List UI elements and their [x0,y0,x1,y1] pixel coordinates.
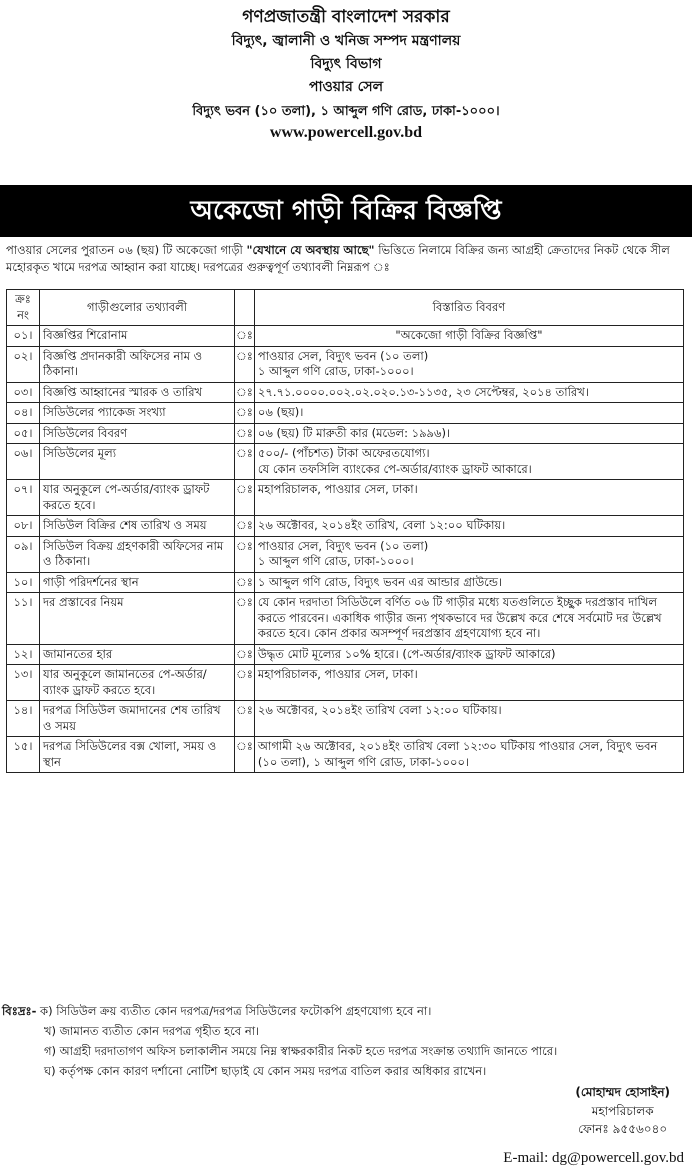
row-detail: আগামী ২৬ অক্টোবর, ২০১৪ইং তারিখ বেলা ১২:৩০ ঘটিকায় পাওয়ার সেল, বিদ্যুৎ ভবন (১০ তলা), ১ আব্দুল গণি রোড, ঢাকা-১০০০। [254,737,683,773]
row-detail: উদ্ধৃত মোট মূল্যের ১০% হারে। (পে-অর্ডার/ব্যাংক ড্রাফট আকারে) [254,644,683,665]
row-detail: মহাপরিচালক, পাওয়ার সেল, ঢাকা। [254,665,683,701]
row-item: দরপত্র সিডিউল জমাদানের শেষ তারিখ ও সময় [40,701,235,737]
row-serial: ০৯। [7,536,40,572]
row-serial: ১২। [7,644,40,665]
notes-label: বিঃদ্রঃ- [2,1004,37,1018]
row-serial: ১৪। [7,701,40,737]
note-item: ক) সিডিউল ক্রয় ব্যতীত কোন দরপত্র/দরপত্র সিডিউলের ফটোকপি গ্রহণযোগ্য হবে না। [40,1004,432,1018]
row-detail: ০৬ (ছয়) টি মারুতী কার (মডেল: ১৯৯৬)। [254,423,683,444]
government-name: গণপ্রজাতন্ত্রী বাংলাদেশ সরকার [242,7,450,27]
row-colon: ঃ [235,444,255,480]
row-colon: ঃ [235,572,255,593]
row-item: দরপত্র সিডিউলের বক্স খোলা, সময় ও স্থান [40,737,235,773]
header-detail: বিস্তারিত বিবরণ [254,290,683,326]
table-row [7,536,684,572]
row-colon: ঃ [235,701,255,737]
row-detail: পাওয়ার সেল, বিদ্যুৎ ভবন (১০ তলা) ১ আব্দুল গণি রোড, ঢাকা-১০০০। [254,536,683,572]
row-serial: ০৪। [7,403,40,424]
table-row [7,326,684,347]
note-item: গ) আগ্রহী দরদাতাগণ অফিস চলাকালীন সময়ে নিম্ন স্বাক্ষরকারীর নিকট হতে দরপত্র সংক্রান্ত তথ্যাদি জানতে পারে। [44,1044,558,1059]
intro-text-1: পাওয়ার সেলের পুরাতন ০৬ (ছয়) টি অকেজো গাড়ী [6,243,247,257]
row-serial: ১১। [7,593,40,645]
row-colon: ঃ [235,326,255,347]
row-item: সিডিউলের মূল্য [40,444,235,480]
row-item: সিডিউলের প্যাকেজ সংখ্যা [40,403,235,424]
row-detail: ২৬ অক্টোবর, ২০১৪ইং তারিখ বেলা ১২:০০ ঘটিকায়। [254,701,683,737]
signatory-title: মহাপরিচালক [591,1103,654,1118]
signatory-name: (মোহাম্মদ হোসাইন) [575,1085,670,1099]
table-row [7,644,684,665]
row-colon: ঃ [235,382,255,403]
division-name: বিদ্যুৎ বিভাগ [310,56,382,73]
table-row [7,346,684,382]
row-detail: পাওয়ার সেল, বিদ্যুৎ ভবন (১০ তলা) ১ আব্দুল গণি রোড, ঢাকা-১০০০। [254,346,683,382]
ministry-name: বিদ্যুৎ, জ্বালানী ও খনিজ সম্পদ মন্ত্রণালয় [231,33,461,50]
row-detail: ৫০০/- (পাঁচশত) টাকা অফেরতযোগ্য। যে কোন তফসিলি ব্যাংকের পে-অর্ডার/ব্যাংক ড্রাফট আকারে। [254,444,683,480]
table-body [7,326,684,773]
row-item: সিডিউলের বিবরণ [40,423,235,444]
row-item: যার অনুকূলে পে-অর্ডার/ব্যাংক ড্রাফট করতে হবে। [40,480,235,516]
row-item: সিডিউল বিক্রির শেষ তারিখ ও সময় [40,516,235,537]
row-colon: ঃ [235,480,255,516]
table-row [7,665,684,701]
intro-paragraph [6,242,686,275]
row-colon: ঃ [235,403,255,424]
row-colon: ঃ [235,644,255,665]
table-row [7,701,684,737]
row-serial: ১৫। [7,737,40,773]
row-item: সিডিউল বিক্রয় গ্রহণকারী অফিসের নাম ও ঠিকানা। [40,536,235,572]
row-detail: যে কোন দরদাতা সিডিউলে বর্ণিত ০৬ টি গাড়ীর মধ্যে যতগুলিতে ইচ্ছুক দরপ্রস্তাব দাখিল করতে পারবেন। একাধিক গাড়ীর জন্য পৃথকভাবে দর উল্লেখ করে শেষে সর্বমোট দর উল্লেখ করতে হবে। কোন প্রকার অসম্পূর্ণ দরপ্রস্তাব গ্রহণযোগ্য হবে না। [254,593,683,645]
notes-section [2,1001,688,1082]
row-detail: "অকেজো গাড়ী বিক্রির বিজ্ঞপ্তি" [254,326,683,347]
signature-block [575,1083,670,1139]
row-detail: ২৬ অক্টোবর, ২০১৪ইং তারিখ, বেলা ১২:০০ ঘটিকায়। [254,516,683,537]
row-detail: ২৭.৭১.০০০০.০০২.০২.০২০.১৩-১১৩৫, ২৩ সেপ্টেম্বর, ২০১৪ তারিখ। [254,382,683,403]
tender-info-table [6,289,684,773]
row-serial: ০১। [7,326,40,347]
notice-page [0,6,692,1175]
row-item: বিজ্ঞপ্তি আহ্বানের স্মারক ও তারিখ [40,382,235,403]
row-serial: ০৩। [7,382,40,403]
row-serial: ০৭। [7,480,40,516]
row-serial: ০২। [7,346,40,382]
intro-bold-text: "যেখানে যে অবস্থায় আছে" [246,243,375,257]
row-serial: ০৫। [7,423,40,444]
row-detail: ০৬ (ছয়)। [254,403,683,424]
row-colon: ঃ [235,536,255,572]
signatory-phone: ফোনঃ ৯৫৫৬০৪০ [578,1122,668,1137]
row-colon: ঃ [235,593,255,645]
note-item: ঘ) কর্তৃপক্ষ কোন কারণ দর্শানো নোটিশ ছাড়াই যে কোন সময় দরপত্র বাতিল করার অধিকার রাখেন। [44,1064,487,1079]
row-colon: ঃ [235,516,255,537]
row-item: বিজ্ঞপ্তির শিরোনাম [40,326,235,347]
letterhead [4,6,688,143]
row-item: দর প্রস্তাবের নিয়ম [40,593,235,645]
row-detail: মহাপরিচালক, পাওয়ার সেল, ঢাকা। [254,480,683,516]
row-item: গাড়ী পরিদর্শনের স্থান [40,572,235,593]
intro-text-2: ভিত্তিতে নিলামে বিক্রির জন্য আগ্রহী ক্রেতাদের নিকট থেকে সীল মহোরকৃত খামে দরপত্র আহ্বান করা যাচ্ছে। দরপত্রের গুরুত্বপূর্ণ তথ্যাবলী নিম্নরূপ ঃ [6,243,670,274]
signatory-email[interactable]: E-mail: dg@powercell.gov.bd [503,1150,684,1166]
row-detail: ১ আব্দুল গণি রোড, বিদ্যুৎ ভবন এর আন্ডার গ্রাউন্ডে। [254,572,683,593]
row-item: বিজ্ঞপ্তি প্রদানকারী অফিসের নাম ও ঠিকানা। [40,346,235,382]
row-item: জামানতের হার [40,644,235,665]
office-name: পাওয়ার সেল [308,79,384,96]
row-serial: ০৬। [7,444,40,480]
table-row [7,403,684,424]
website-link[interactable]: www.powercell.gov.bd [269,123,423,141]
table-row [7,572,684,593]
row-colon: ঃ [235,346,255,382]
row-serial: ১০। [7,572,40,593]
row-colon: ঃ [235,423,255,444]
row-item: যার অনুকূলে জামানতের পে-অর্ডার/ব্যাংক ড্রাফট করতে হবে। [40,665,235,701]
table-row [7,737,684,773]
table-row [7,423,684,444]
row-serial: ১৩। [7,665,40,701]
header-item: গাড়ীগুলোর তথ্যাবলী [40,290,235,326]
table-row [7,480,684,516]
row-colon: ঃ [235,737,255,773]
table-header-row [7,290,684,326]
note-item: খ) জামানত ব্যতীত কোন দরপত্র গৃহীত হবে না। [44,1024,260,1039]
office-address: বিদ্যুৎ ভবন (১০ তলা), ১ আব্দুল গণি রোড, ঢাকা-১০০০। [192,103,500,119]
row-colon: ঃ [235,665,255,701]
table-row [7,593,684,645]
header-gap [235,290,255,326]
row-serial: ০৮। [7,516,40,537]
notice-title-banner [0,185,692,237]
table-row [7,516,684,537]
header-serial: ক্রঃ নং [7,290,40,326]
notice-title: অকেজো গাড়ী বিক্রির বিজ্ঞপ্তি [190,196,502,226]
table-row [7,382,684,403]
table-row [7,444,684,480]
